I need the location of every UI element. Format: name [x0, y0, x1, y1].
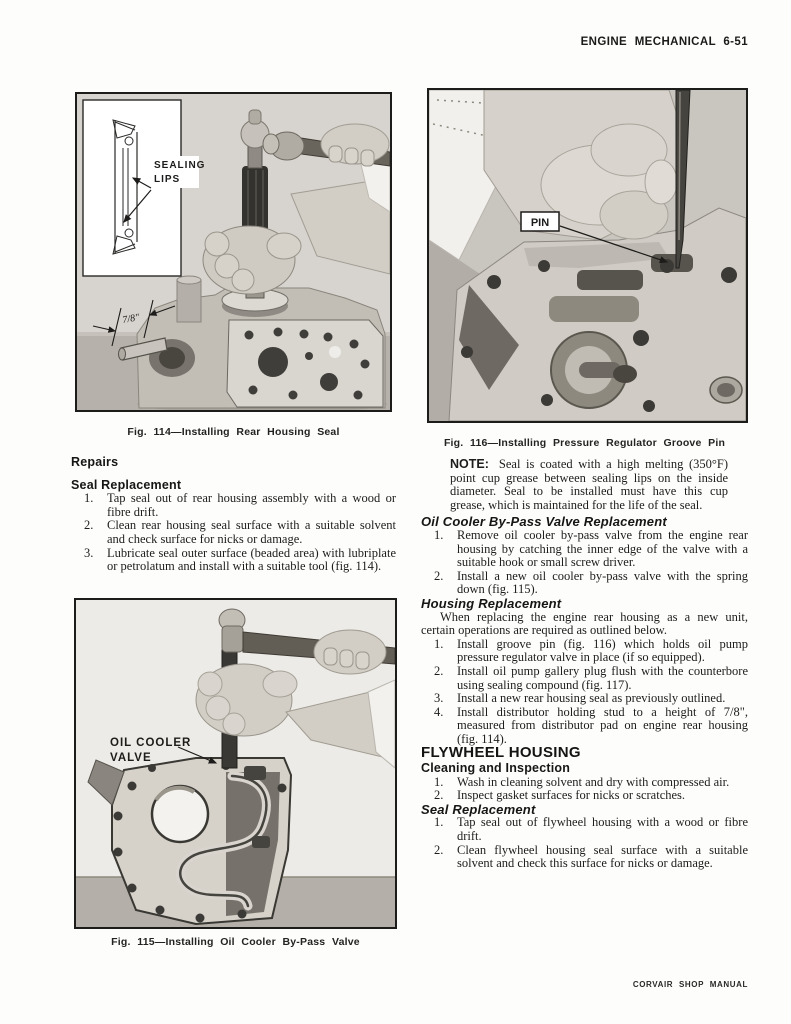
oil-cooler-label-line1: OIL COOLER	[110, 737, 192, 749]
list-item: 2. Inspect gasket surfaces for nicks or scratches.	[434, 788, 686, 803]
fig114-caption: Fig. 114—Installing Rear Housing Seal	[127, 426, 340, 438]
list-item: 2. Install a new oil cooler by-pass valve with the spring down (fig. 115).	[434, 568, 748, 597]
fig116-caption: Fig. 116—Installing Pressure Regulator Groove Pin	[443, 437, 726, 449]
sealing-lips-label-line2: LIPS	[154, 174, 181, 185]
fig114-illustration	[77, 94, 390, 410]
left-column	[71, 456, 396, 574]
seal-replacement-heading: Seal Replacement	[71, 477, 182, 492]
oil-cooler-label-line2: VALVE	[110, 752, 152, 764]
page-footer: CORVAIR SHOP MANUAL	[632, 980, 748, 989]
repairs-heading: Repairs	[71, 455, 119, 469]
list-item: 1. Install groove pin (fig. 116) which holds oil pump pressure regulator valve in place (if so equipped).	[434, 636, 748, 665]
list-item: 2. Clean flywheel housing seal surface with a suitable solvent and check this surface for nicks or damage.	[434, 842, 748, 871]
fig116-photo	[427, 88, 748, 423]
oil-cooler-replacement-heading: Oil Cooler By-Pass Valve Replacement	[421, 514, 667, 530]
list-item: 2. Install oil pump gallery plug flush with the counterbore using sealing compound (fig. 117).	[434, 663, 748, 692]
housing-replacement-heading: Housing Replacement	[421, 595, 562, 611]
list-item: 3. Install a new rear housing seal as previously outlined.	[434, 691, 726, 706]
note-label: NOTE:	[450, 457, 489, 471]
right-column	[421, 456, 748, 871]
sealing-lips-label-line1: SEALING	[154, 160, 206, 171]
note-paragraph	[421, 456, 748, 515]
fig116-illustration	[429, 90, 746, 421]
list-item: 1. Tap seal out of flywheel housing with a wood or fibre drift.	[434, 815, 748, 844]
pin-label-text: PIN	[530, 217, 550, 229]
fig115-illustration	[76, 600, 395, 927]
note-text: Seal is coated with a high melting (350°F) point cup grease between sealing lips on the inside diameter. Seal to be installed must have this cup grease, which is maintained for the life of the seal.	[450, 457, 728, 512]
list-item: 3. Lubricate seal outer surface (beaded area) with lubriplate or petrolatum and install with a suitable tool (fig. 114).	[84, 545, 396, 574]
flywheel-housing-heading: FLYWHEEL HOUSING	[421, 744, 581, 762]
dimension-label: 7/8"	[121, 312, 141, 326]
cleaning-inspection-heading: Cleaning and Inspection	[421, 761, 571, 776]
list-item: 1. Tap seal out of rear housing assembly with a wood or fibre drift.	[84, 491, 396, 519]
list-item: 2. Clean rear housing seal surface with a suitable solvent and check surface for nicks or damage.	[84, 518, 396, 546]
page-header: ENGINE MECHANICAL 6-51	[580, 36, 748, 48]
list-item: 1. Wash in cleaning solvent and dry with compressed air.	[434, 774, 730, 789]
flywheel-seal-replacement-heading: Seal Replacement	[421, 801, 536, 817]
fig115-photo	[74, 598, 397, 929]
fig114-photo	[75, 92, 392, 412]
fig115-caption: Fig. 115—Installing Oil Cooler By-Pass Valve	[111, 936, 360, 948]
list-item: 1. Remove oil cooler by-pass valve from the engine rear housing by catching the inner edge of the valve with a suitable hook or small screw driver.	[434, 527, 748, 570]
housing-replacement-intro: When replacing the engine rear housing as a new unit, certain operations are required as outlined below.	[421, 609, 748, 638]
list-item: 4. Install distributor holding stud to a height of 7/8", measured from distributor pad on engine rear housing (fig. 114).	[434, 704, 748, 746]
